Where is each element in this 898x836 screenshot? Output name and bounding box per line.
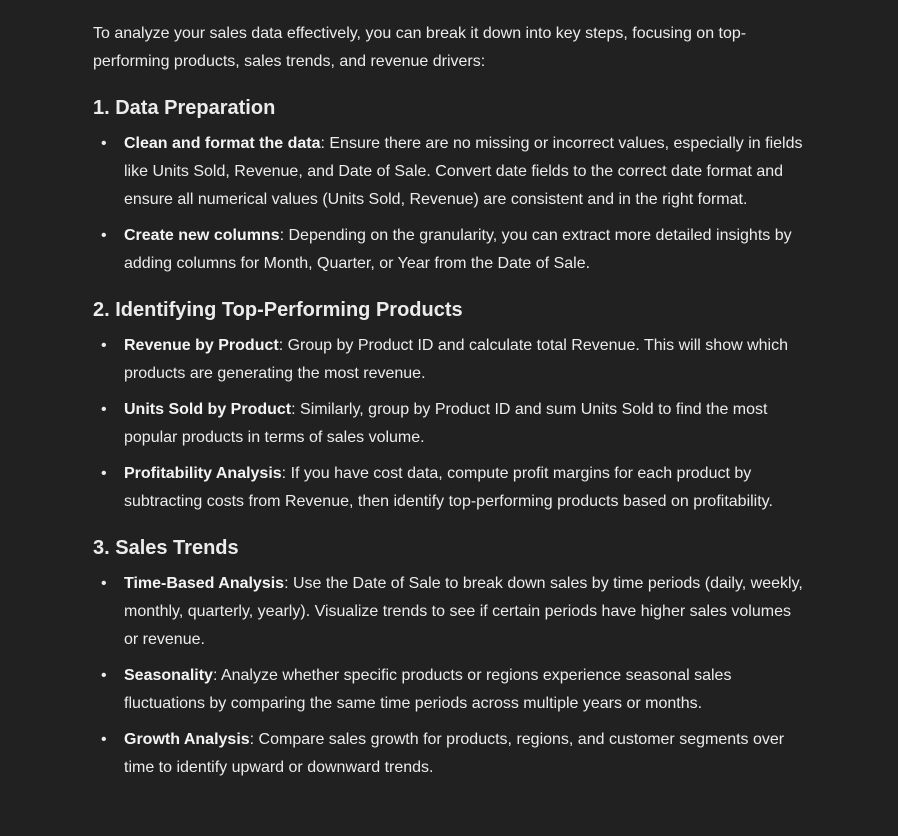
list-item-text: : If you have cost data, compute profit margins for each product by subtracting costs from Revenue, then identify top-performing products based on profitability. — [124, 465, 773, 510]
bullet-icon: • — [101, 401, 107, 418]
list-item — [93, 662, 809, 718]
list-item-term: Clean and format the data — [124, 135, 321, 152]
list-item — [93, 570, 809, 654]
list-item-text: : Analyze whether specific products or regions experience seasonal sales fluctuations by comparing the same time periods across multiple years or months. — [124, 667, 732, 712]
sales-trends-list — [93, 570, 809, 782]
bullet-icon: • — [101, 731, 107, 748]
list-item — [93, 460, 809, 516]
list-item-text: : Depending on the granularity, you can extract more detailed insights by adding columns for Month, Quarter, or Year from the Date of Sale. — [124, 227, 792, 272]
list-item — [93, 726, 809, 782]
top-products-list — [93, 332, 809, 516]
bullet-icon: • — [101, 337, 107, 354]
section-heading-top-performing-products: 2. Identifying Top-Performing Products — [93, 299, 463, 321]
list-item — [93, 396, 809, 452]
list-item-text: : Compare sales growth for products, regions, and customer segments over time to identify upward or downward trends. — [124, 731, 785, 776]
list-item-term: Seasonality — [124, 667, 213, 684]
list-item-term: Growth Analysis — [124, 731, 250, 748]
list-item-term: Revenue by Product — [124, 337, 279, 354]
list-item-term: Create new columns — [124, 227, 280, 244]
bullet-icon: • — [101, 465, 107, 482]
list-item — [93, 332, 809, 388]
list-item-text: : Use the Date of Sale to break down sales by time periods (daily, weekly, monthly, quarterly, yearly). Visualize trends to see if certain periods have higher sales volumes or revenue. — [124, 575, 803, 648]
list-item-text: : Group by Product ID and calculate total Revenue. This will show which products are generating the most revenue. — [124, 337, 788, 382]
list-item-term: Time-Based Analysis — [124, 575, 285, 592]
data-preparation-list — [93, 130, 809, 278]
list-item-text: : Ensure there are no missing or incorrect values, especially in fields like Units Sold, Revenue, and Date of Sale. Convert date fields to the correct date format and ensure all numerical values (Units Sold, Revenue) are consistent and in the right format. — [124, 135, 803, 208]
list-item-term: Units Sold by Product — [124, 401, 292, 418]
section-heading-data-preparation: 1. Data Preparation — [93, 97, 276, 119]
bullet-icon: • — [101, 667, 107, 684]
section-heading-sales-trends: 3. Sales Trends — [93, 537, 239, 559]
assistant-message — [93, 20, 809, 790]
list-item — [93, 130, 809, 214]
bullet-icon: • — [101, 227, 107, 244]
list-item-text: : Similarly, group by Product ID and sum Units Sold to find the most popular products in terms of sales volume. — [124, 401, 768, 446]
list-item — [93, 222, 809, 278]
bullet-icon: • — [101, 575, 107, 592]
list-item-term: Profitability Analysis — [124, 465, 282, 482]
intro-paragraph: To analyze your sales data effectively, you can break it down into key steps, focusing on top-performing products, sales trends, and revenue drivers: — [93, 25, 747, 70]
bullet-icon: • — [101, 135, 107, 152]
